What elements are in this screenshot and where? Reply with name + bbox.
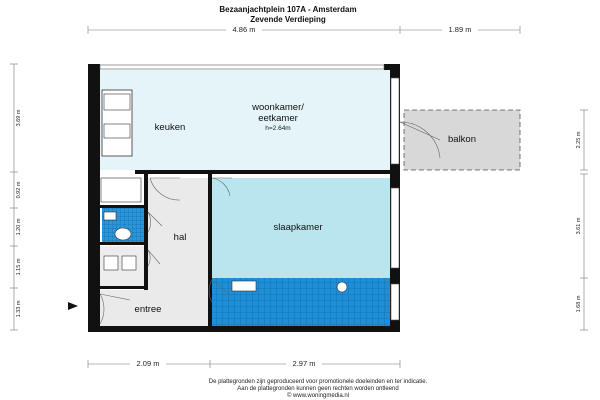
footer-line-2: Aan de plattegronden kunnen geen rechten worden ontleend: [237, 386, 399, 392]
dim-bottom-1: 2.09 m: [136, 359, 160, 368]
top-window: [100, 65, 384, 69]
dim-top-1: 4.86 m: [232, 25, 256, 34]
ceiling-height: h=2.64m: [265, 125, 291, 132]
room-label-hall: hal: [173, 232, 187, 243]
kitchen-counter: [102, 90, 132, 156]
bathroom-window: [391, 284, 399, 320]
room-label-kitchen: keuken: [154, 122, 186, 133]
room-label-living: woonkamer/: [252, 102, 304, 113]
room-label-bedroom: slaapkamer: [273, 222, 323, 233]
top-dimension: [88, 24, 520, 34]
dim-right-3: 1.68 m: [576, 295, 582, 313]
dim-left-5: 1.33 m: [16, 300, 22, 318]
bottom-dimension: [88, 358, 400, 368]
dim-right-1: 2.25 m: [576, 131, 582, 149]
dim-left-1: 3.69 m: [16, 109, 22, 127]
right-dimension: [576, 110, 588, 330]
bedroom-window: [391, 188, 399, 268]
living-room-area: [100, 70, 390, 170]
bathroom-sink-icon: [232, 281, 256, 291]
footer-line-1: De plattegronden zijn geproduceerd voor promotionele doeleinden en ter indicatie.: [208, 379, 428, 385]
room-label-entrance: entree: [134, 304, 162, 315]
plan-subtitle: Zevende Verdieping: [250, 15, 326, 24]
toilet-icon: [115, 228, 131, 240]
room-label-balcony: balkon: [448, 134, 476, 145]
washer-icon: [104, 256, 118, 270]
footer-line-3: © www.woningmedia.nl: [286, 393, 350, 399]
room-label-dining: eetkamer: [258, 113, 298, 124]
dim-left-2: 0.92 m: [16, 181, 22, 199]
dim-left-3: 1.20 m: [16, 218, 22, 236]
living-window: [391, 78, 399, 164]
plan-title: Bezaanjachtplein 107A - Amsterdam: [219, 5, 357, 14]
dim-bottom-2: 2.97 m: [292, 359, 316, 368]
dim-right-2: 3.61 m: [576, 217, 582, 235]
dim-left-4: 1.15 m: [16, 258, 22, 276]
dim-top-2: 1.89 m: [448, 25, 472, 34]
entrance-arrow-icon: [68, 302, 78, 310]
cabinet-icon: [101, 178, 141, 202]
basin-icon: [104, 212, 116, 220]
boiler-icon: [122, 256, 136, 270]
shower-drain-icon: [337, 282, 347, 292]
left-dimension: [10, 64, 22, 330]
